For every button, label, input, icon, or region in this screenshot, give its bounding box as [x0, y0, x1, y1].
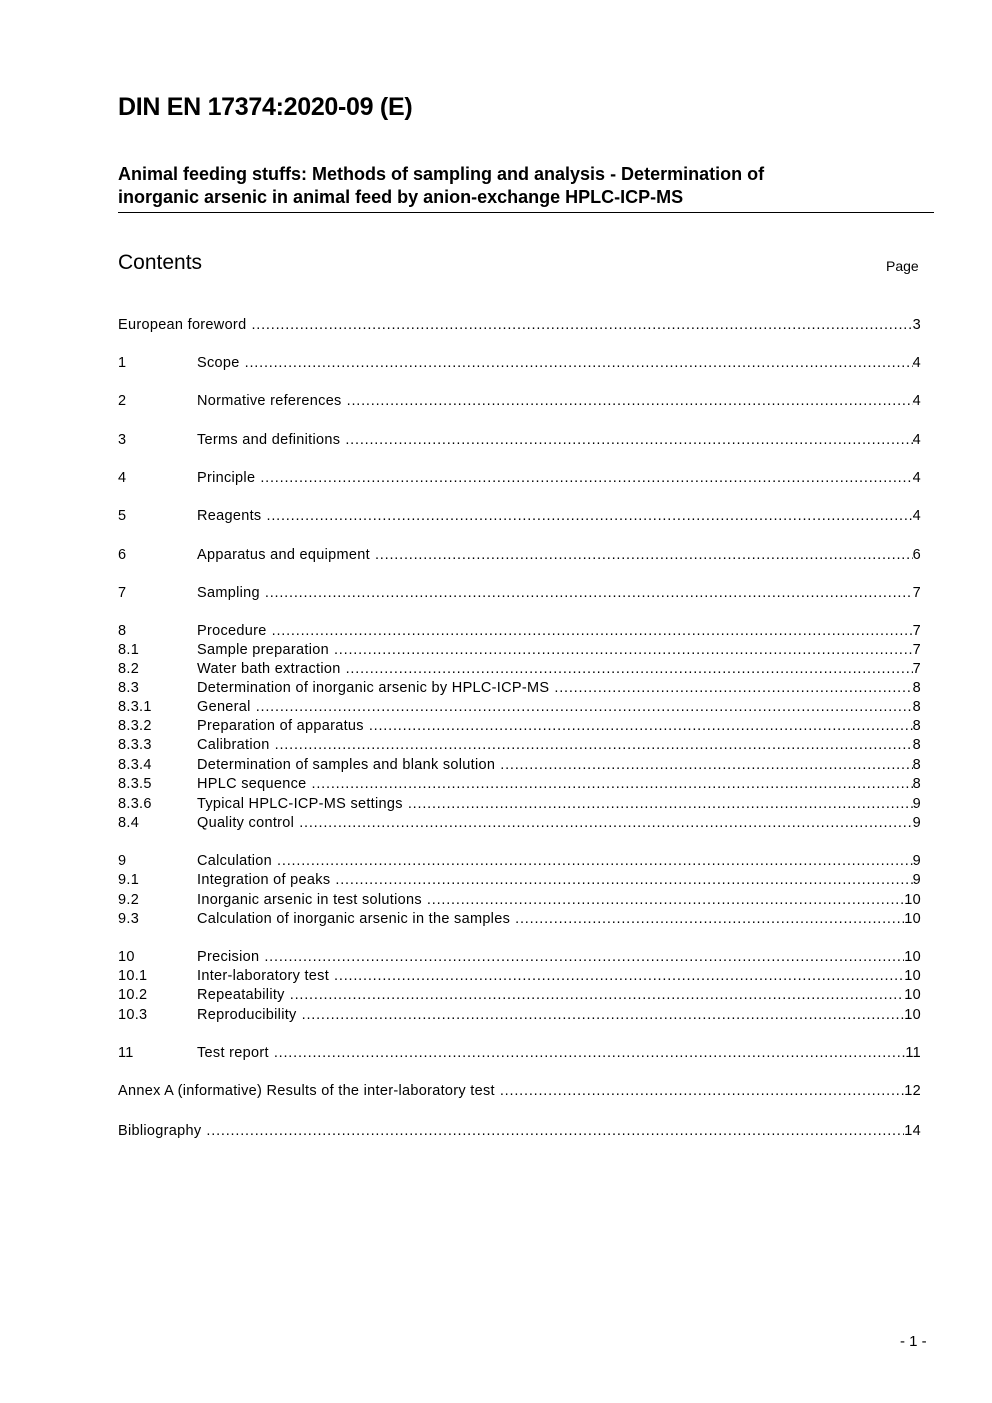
toc-page-number: 8	[912, 737, 921, 753]
toc-title: Inorganic arsenic in test solutions	[197, 892, 422, 908]
toc-title: Reproducibility	[197, 1007, 297, 1023]
toc-leader-dots	[264, 948, 904, 967]
toc-leader-dots	[299, 814, 912, 833]
toc-number: 2	[118, 393, 127, 409]
toc-title: Annex A (informative) Results of the inter-laboratory test	[118, 1083, 495, 1099]
toc-title: Precision	[197, 949, 260, 965]
toc-entry[interactable]	[118, 469, 921, 488]
toc-entry[interactable]	[118, 354, 921, 373]
toc-entry[interactable]	[118, 698, 921, 717]
toc-leader-dots	[335, 871, 912, 890]
toc-number: 8.3	[118, 680, 140, 696]
toc-page-number: 9	[912, 853, 921, 869]
document-title-line-2: inorganic arsenic in animal feed by anion-exchange HPLC-ICP-MS	[118, 187, 684, 207]
toc-page-number: 12	[904, 1083, 921, 1099]
toc-entry[interactable]	[118, 736, 921, 755]
toc-entry[interactable]	[118, 948, 921, 967]
toc-title: European foreword	[118, 317, 247, 333]
toc-leader-dots	[275, 736, 913, 755]
toc-page-number: 9	[912, 796, 921, 812]
toc-title: Repeatability	[197, 987, 285, 1003]
toc-leader-dots	[312, 775, 913, 794]
toc-title: Reagents	[197, 508, 262, 524]
toc-title: Scope	[197, 355, 240, 371]
toc-title: Determination of samples and blank solution	[197, 757, 496, 773]
toc-page-number: 8	[912, 776, 921, 792]
toc-title: Quality control	[197, 815, 295, 831]
toc-entry[interactable]	[118, 986, 921, 1005]
toc-leader-dots	[515, 910, 904, 929]
toc-entry[interactable]	[118, 814, 921, 833]
toc-title: Bibliography	[118, 1123, 202, 1139]
toc-title: Preparation of apparatus	[197, 718, 364, 734]
toc-leader-dots	[245, 354, 913, 373]
toc-leader-dots	[554, 679, 912, 698]
toc-page-number: 8	[912, 757, 921, 773]
toc-page-number: 4	[912, 355, 921, 371]
toc-entry[interactable]	[118, 584, 921, 603]
toc-entry[interactable]	[118, 775, 921, 794]
toc-page-number: 10	[904, 911, 921, 927]
toc-title: Calculation of inorganic arsenic in the samples	[197, 911, 511, 927]
toc-entry[interactable]	[118, 641, 921, 660]
toc-title: Calibration	[197, 737, 270, 753]
toc-entry[interactable]	[118, 967, 921, 986]
toc-title: Sample preparation	[197, 642, 329, 658]
toc-leader-dots	[206, 1122, 904, 1141]
toc-entry[interactable]	[118, 507, 921, 526]
toc-page-number: 8	[912, 699, 921, 715]
toc-entry[interactable]	[118, 1122, 921, 1141]
toc-entry[interactable]	[118, 1006, 921, 1025]
document-title-line-1: Animal feeding stuffs: Methods of sampling and analysis - Determination of	[118, 164, 765, 184]
toc-leader-dots	[265, 584, 913, 603]
document-title	[118, 163, 934, 213]
toc-number: 8.2	[118, 661, 140, 677]
toc-page-number: 10	[904, 968, 921, 984]
toc-leader-dots	[302, 1006, 905, 1025]
toc-page-number: 4	[912, 470, 921, 486]
toc-number: 6	[118, 547, 127, 563]
toc-entry[interactable]	[118, 546, 921, 565]
toc-leader-dots	[266, 507, 912, 526]
toc-number: 10.1	[118, 968, 148, 984]
toc-page-number: 3	[912, 317, 921, 333]
toc-leader-dots	[334, 967, 904, 986]
toc-leader-dots	[408, 795, 913, 814]
toc-number: 8.3.6	[118, 796, 152, 812]
document-id: DIN EN 17374:2020-09 (E)	[118, 93, 413, 121]
toc-entry[interactable]	[118, 717, 921, 736]
toc-leader-dots	[369, 717, 913, 736]
toc-leader-dots	[334, 641, 913, 660]
toc-page-number: 7	[912, 585, 921, 601]
toc-number: 4	[118, 470, 127, 486]
toc-title: Normative references	[197, 393, 342, 409]
toc-title: HPLC sequence	[197, 776, 307, 792]
toc-number: 9.2	[118, 892, 140, 908]
toc-number: 8.3.4	[118, 757, 152, 773]
toc-number: 10	[118, 949, 135, 965]
toc-page-number: 10	[904, 987, 921, 1003]
toc-page-number: 10	[904, 892, 921, 908]
toc-leader-dots	[272, 622, 913, 641]
toc-leader-dots	[256, 698, 913, 717]
toc-title: Apparatus and equipment	[197, 547, 370, 563]
toc-entry[interactable]	[118, 852, 921, 871]
toc-page-number: 14	[904, 1123, 921, 1139]
page-number: - 1 -	[900, 1333, 927, 1350]
toc-number: 3	[118, 432, 127, 448]
toc-leader-dots	[251, 316, 912, 335]
toc-leader-dots	[290, 986, 905, 1005]
toc-page-number: 7	[912, 623, 921, 639]
toc-page-number: 7	[912, 661, 921, 677]
toc-number: 1	[118, 355, 127, 371]
toc-number: 10.3	[118, 1007, 148, 1023]
toc-entry[interactable]	[118, 1082, 921, 1101]
toc-number: 9.3	[118, 911, 140, 927]
toc-page-number: 6	[912, 547, 921, 563]
toc-leader-dots	[260, 469, 912, 488]
toc-number: 7	[118, 585, 127, 601]
toc-page-number: 9	[912, 872, 921, 888]
toc-entry[interactable]	[118, 622, 921, 641]
toc-entry[interactable]	[118, 891, 921, 910]
toc-entry[interactable]	[118, 392, 921, 411]
toc-title: Terms and definitions	[197, 432, 341, 448]
toc-number: 8.3.1	[118, 699, 152, 715]
toc-entry[interactable]	[118, 679, 921, 698]
toc-title: Principle	[197, 470, 256, 486]
toc-leader-dots	[345, 431, 912, 450]
toc-page-number: 4	[912, 393, 921, 409]
toc-number: 8.4	[118, 815, 140, 831]
toc-page-number: 7	[912, 642, 921, 658]
toc-number: 8.3.5	[118, 776, 152, 792]
toc-page-number: 11	[905, 1045, 921, 1061]
toc-entry[interactable]	[118, 660, 921, 679]
toc-number: 5	[118, 508, 127, 524]
toc-entry[interactable]	[118, 1044, 921, 1063]
toc-title: Inter-laboratory test	[197, 968, 330, 984]
toc-page-number: 10	[904, 949, 921, 965]
toc-page-number: 8	[912, 680, 921, 696]
toc-entry[interactable]	[118, 431, 921, 450]
toc-title: Determination of inorganic arsenic by HPLC-ICP-MS	[197, 680, 550, 696]
toc-title: Integration of peaks	[197, 872, 331, 888]
toc-page-number: 10	[904, 1007, 921, 1023]
toc-leader-dots	[277, 852, 913, 871]
toc-page-number: 4	[912, 508, 921, 524]
toc-page-number: 4	[912, 432, 921, 448]
toc-title: Sampling	[197, 585, 260, 601]
toc-entry[interactable]	[118, 910, 921, 929]
toc-leader-dots	[347, 392, 913, 411]
toc-entry[interactable]	[118, 871, 921, 890]
toc-title: Water bath extraction	[197, 661, 341, 677]
toc-leader-dots	[427, 891, 904, 910]
toc-title: Test report	[197, 1045, 269, 1061]
toc-number: 8.1	[118, 642, 140, 658]
toc-title: General	[197, 699, 251, 715]
contents-heading: Contents	[118, 251, 203, 274]
toc-number: 8.3.2	[118, 718, 152, 734]
toc-page-number: 8	[912, 718, 921, 734]
toc-number: 9.1	[118, 872, 140, 888]
toc-entry[interactable]	[118, 316, 921, 335]
toc-number: 10.2	[118, 987, 148, 1003]
toc-number: 9	[118, 853, 127, 869]
toc-leader-dots	[375, 546, 913, 565]
toc-title: Typical HPLC-ICP-MS settings	[197, 796, 403, 812]
toc-entry[interactable]	[118, 756, 921, 775]
toc-page-number: 9	[912, 815, 921, 831]
toc-leader-dots	[346, 660, 913, 679]
toc-number: 8.3.3	[118, 737, 152, 753]
toc-number: 8	[118, 623, 127, 639]
toc-title: Calculation	[197, 853, 273, 869]
page-column-label: Page	[886, 258, 919, 274]
toc-title: Procedure	[197, 623, 267, 639]
toc-leader-dots	[500, 1082, 904, 1101]
toc-entry[interactable]	[118, 795, 921, 814]
toc-leader-dots	[500, 756, 912, 775]
toc-leader-dots	[274, 1044, 906, 1063]
toc-number: 11	[118, 1045, 134, 1061]
